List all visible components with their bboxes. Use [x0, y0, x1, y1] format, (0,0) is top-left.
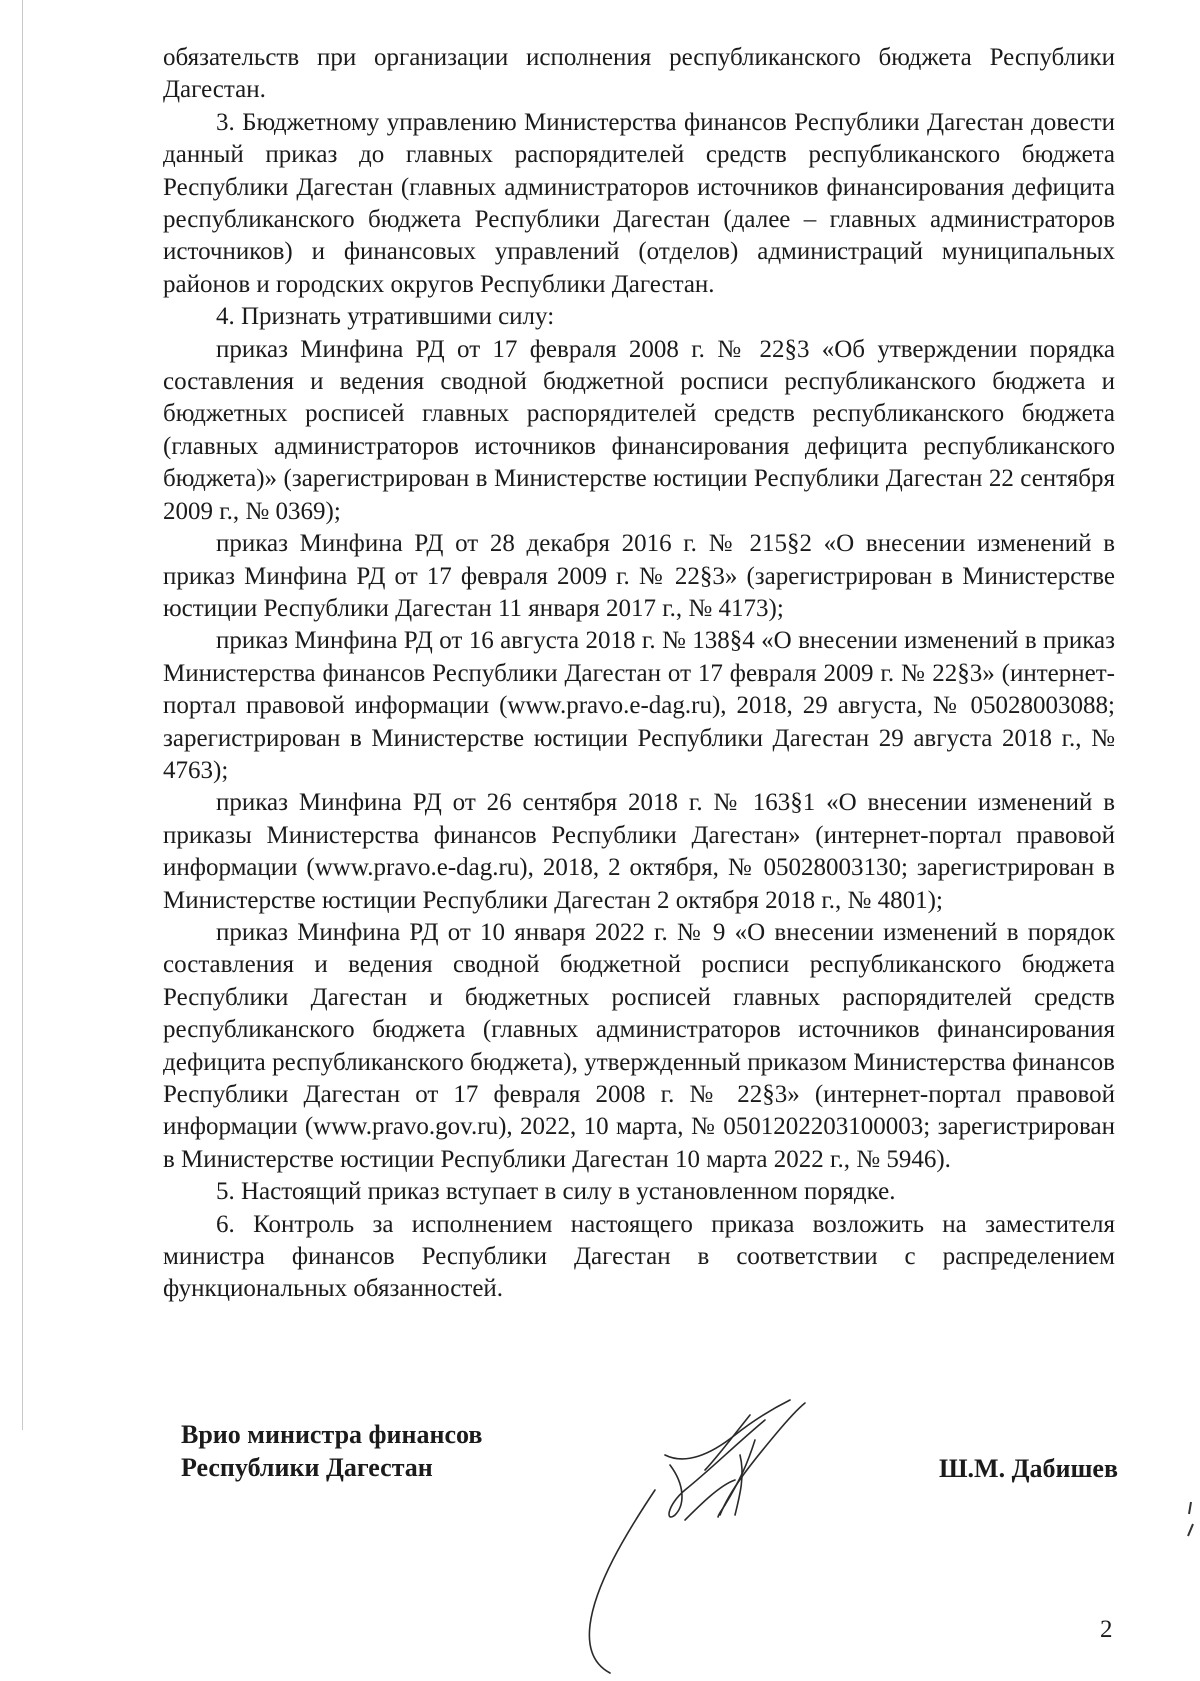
repealed-order-5: приказ Минфина РД от 10 января 2022 г. № 9 «О внесении изменений в порядок составления и ведения сводной бюджетной росписи республиканского бюджета Республики Дагестан и бюджетных росписей главных распорядителей средств республиканского бюджета (главных администраторов источников финансирования дефицита республиканского бюджета), утвержденный приказом Министерства финансов Республики Дагестан от 17 февраля 2008 г. № 22§3» (интернет-портал правовой информации (www.pravo.gov.ru), 2022, 10 марта, № 0501202203100003; зарегистрирован в Министерстве юстиции Республики Дагестан 10 марта 2022 г., № 5946).	[163, 918, 1115, 1173]
document-body	[163, 42, 1115, 1306]
paragraph-item-6: 6. Контроль за исполнением настоящего приказа возложить на заместителя министра финансов Республики Дагестан в соответствии с распределением функциональных обязанностей.	[163, 1210, 1115, 1303]
page-number: 2	[1100, 1616, 1113, 1643]
repealed-order-3: приказ Минфина РД от 16 августа 2018 г. № 138§4 «О внесении изменений в приказ Министерства финансов Республики Дагестан от 17 февраля 2009 г. № 22§3» (интернет-портал правовой информации (www.pravo.e-dag.ru), 2018, 29 августа, № 05028003088; зарегистрирован в Министерстве юстиции Республики Дагестан 29 августа 2018 г., № 4763);	[163, 627, 1115, 784]
signatory-title	[181, 1418, 482, 1484]
repealed-order-1: приказ Минфина РД от 17 февраля 2008 г. № 22§3 «Об утверждении порядка составления и ведения сводной бюджетной росписи республиканского бюджета и бюджетных росписей главных распорядителей средств республиканского бюджета (главных администраторов источников финансирования дефицита республиканского бюджета)» (зарегистрирован в Министерстве юстиции Республики Дагестан 22 сентября 2009 г., № 0369);	[163, 335, 1115, 525]
paragraph-item-4: 4. Признать утратившими силу:	[216, 303, 555, 331]
signatory-title-line-1: Врио министра финансов	[181, 1420, 483, 1449]
paragraph-item-5: 5. Настоящий приказ вступает в силу в установленном порядке.	[216, 1178, 896, 1206]
paragraph-continuation: обязательств при организации исполнения республиканского бюджета Республики Дагестан.	[163, 44, 1115, 104]
scan-speck	[1185, 1500, 1197, 1540]
signatory-name: Ш.М. Дабишев	[939, 1454, 1118, 1483]
repealed-order-4: приказ Минфина РД от 26 сентября 2018 г. № 163§1 «О внесении изменений в приказы Министерства финансов Республики Дагестан» (интернет-портал правовой информации (www.pravo.e-dag.ru), 2018, 2 октября, № 05028003130; зарегистрирован в Министерстве юстиции Республики Дагестан 2 октября 2018 г., № 4801);	[163, 789, 1115, 914]
scan-edge-line	[22, 0, 23, 1430]
paragraph-item-3: 3. Бюджетному управлению Министерства финансов Республики Дагестан довести данный приказ до главных распорядителей средств республиканского бюджета Республики Дагестан (главных администраторов источников финансирования дефицита республиканского бюджета Республики Дагестан (далее – главных администраторов источников) и финансовых управлений (отделов) администраций муниципальных районов и городских округов Республики Дагестан.	[163, 108, 1115, 298]
handwritten-signature	[535, 1395, 835, 1675]
repealed-order-2: приказ Минфина РД от 28 декабря 2016 г. № 215§2 «О внесении изменений в приказ Минфина РД от 17 февраля 2009 г. № 22§3» (зарегистрирован в Министерстве юстиции Республики Дагестан 11 января 2017 г., № 4173);	[163, 530, 1115, 622]
signatory-title-line-2: Республики Дагестан	[181, 1453, 433, 1482]
